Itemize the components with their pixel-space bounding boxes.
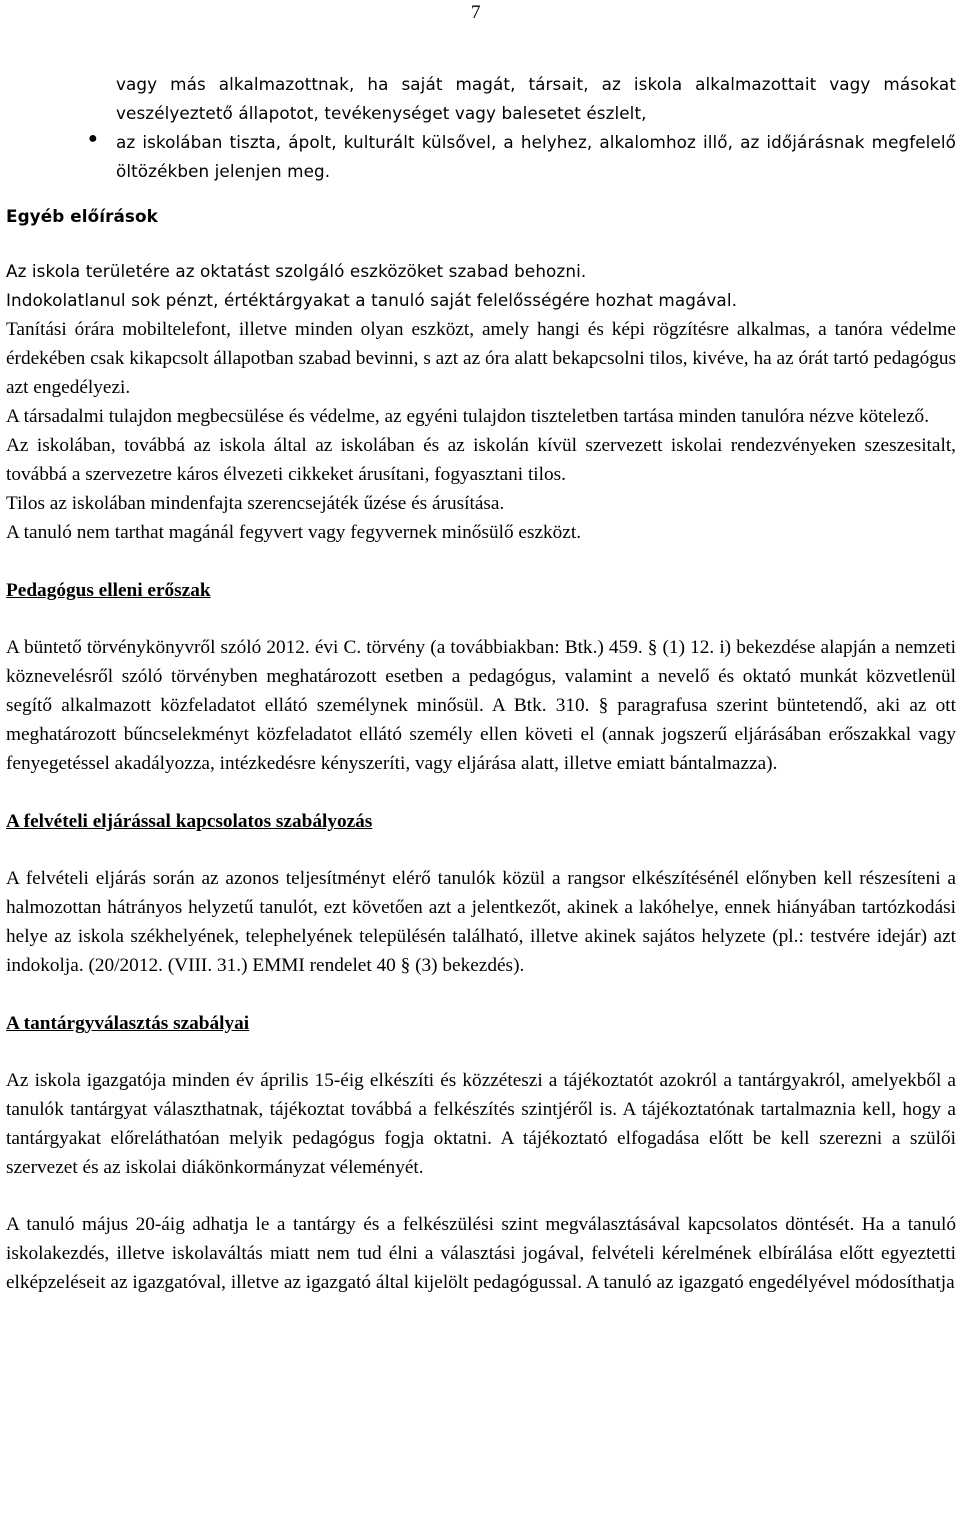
paragraph: A büntető törvénykönyvről szóló 2012. évi C. törvény (a továbbiakban: Btk.) 459. § (1) 12. i) bekezdése alapján a nemzeti köznevelésről szóló törvényben meghatározott esetben a pedagógus, valamint a nevelő és oktató munkát közvetlenül segítő alkalmazott közfeladatot ellátó személynek minősül. A Btk. 310. § paragrafusa szerint büntetendő, aki az ott meghatározott bűncselekményt közfeladatot ellátó személy ellen követi el (annak jogszerű eljárásában erőszakkal vagy fenyegetéssel akadályozza, intézkedésre kényszeríti, vagy eljárása alatt, illetve emiatt bántalmazza). xyxy=(6,637,956,774)
paragraph: Az iskolában, továbbá az iskola által az iskolában és az iskolán kívül szervezett iskolai rendezvényeken szeszesitalt, továbbá a szervezetre káros élvezeti cikkeket árusítani, fogyasztani tilos. xyxy=(6,435,956,485)
bullet-icon: ● xyxy=(88,130,98,147)
list-item xyxy=(88,128,956,186)
paragraph: Az iskola igazgatója minden év április 15-éig elkészíti és közzéteszi a tájékoztatót azokról a tantárgyakról, amelyekből a tanulók tantárgyat választhatnak, tájékoztat továbbá a felkészítés szintjéről is. A tájékoztatónak tartalmaznia kell, hogy a tantárgyakat előreláthatóan melyik pedagógus fogja oktatni. A tájékoztató elfogadása előtt be kell szerezni a szülői szervezet és az iskolai diákönkormányzat véleményét. xyxy=(6,1070,956,1178)
section-heading-felveteli: A felvételi eljárással kapcsolatos szabályozás xyxy=(6,811,373,832)
section-heading-eroszak: Pedagógus elleni erőszak xyxy=(6,580,211,601)
paragraph: A tanuló május 20-áig adhatja le a tantárgy és a felkészülési szint megválasztásával kapcsolatos döntését. Ha a tanuló iskolakezdés, illetve iskolaváltás miatt nem tud élni a választási jogával, felvételi kérelmének elbírálása előtt egyeztetti elképzeléseit az igazgatóval, illetve az igazgató által kijelölt pedagógussal. A tanuló az igazgató engedélyével módosíthatja xyxy=(6,1214,956,1293)
paragraph: Indokolatlanul sok pénzt, értéktárgyakat a tanuló saját felelősségére hozhat magával. xyxy=(6,290,738,310)
list-item-continuation: vagy más alkalmazottnak, ha saját magát, társait, az iskola alkalmazottait vagy másokat veszélyeztető állapotot, tevékenységet vagy balesetet észlelt, xyxy=(116,74,956,123)
paragraph: Az iskola területére az oktatást szolgáló eszközöket szabad behozni. xyxy=(6,261,587,281)
paragraph: A társadalmi tulajdon megbecsülése és védelme, az egyéni tulajdon tiszteletben tartása minden tanulóra nézve kötelező. xyxy=(6,406,930,427)
bullet-list xyxy=(6,70,956,186)
page-content xyxy=(6,70,956,1297)
paragraph: Tilos az iskolában mindenfajta szerencsejáték űzése és árusítása. xyxy=(6,493,505,514)
paragraph: A felvételi eljárás során az azonos teljesítményt elérő tanulók közül a rangsor elkészítésénél előnyben kell részesíteni a halmozottan hátrányos helyzetű tanulót, ezt követően azt a jelentkezőt, akinek a lakóhelye, ennek hiányában tartózkodási helye az iskola székhelyének, telephelyének településén található, illetve akinek sajátos helyzete (pl.: testvére idejár) azt indokolja. (20/2012. (VIII. 31.) EMMI rendelet 40 § (3) bekezdés). xyxy=(6,868,956,976)
section-heading-tantargy: A tantárgyválasztás szabályai xyxy=(6,1013,250,1034)
paragraph: A tanuló nem tarthat magánál fegyvert vagy fegyvernek minősülő eszközt. xyxy=(6,522,582,543)
list-item-text: az iskolában tiszta, ápolt, kulturált külsővel, a helyhez, alkalomhoz illő, az időjárásnak megfelelő öltözékben jelenjen meg. xyxy=(116,132,956,181)
page-number: 7 xyxy=(471,2,481,23)
section-heading-egyeb: Egyéb előírások xyxy=(6,206,158,226)
paragraph: Tanítási órára mobiltelefont, illetve minden olyan eszközt, amely hangi és képi rögzítésre alkalmas, a tanóra védelme érdekében csak kikapcsolt állapotban szabad bevinni, s azt az óra alatt bekapcsolni tilos, kivéve, ha az órát tartó pedagógus azt engedélyezi. xyxy=(6,319,956,398)
